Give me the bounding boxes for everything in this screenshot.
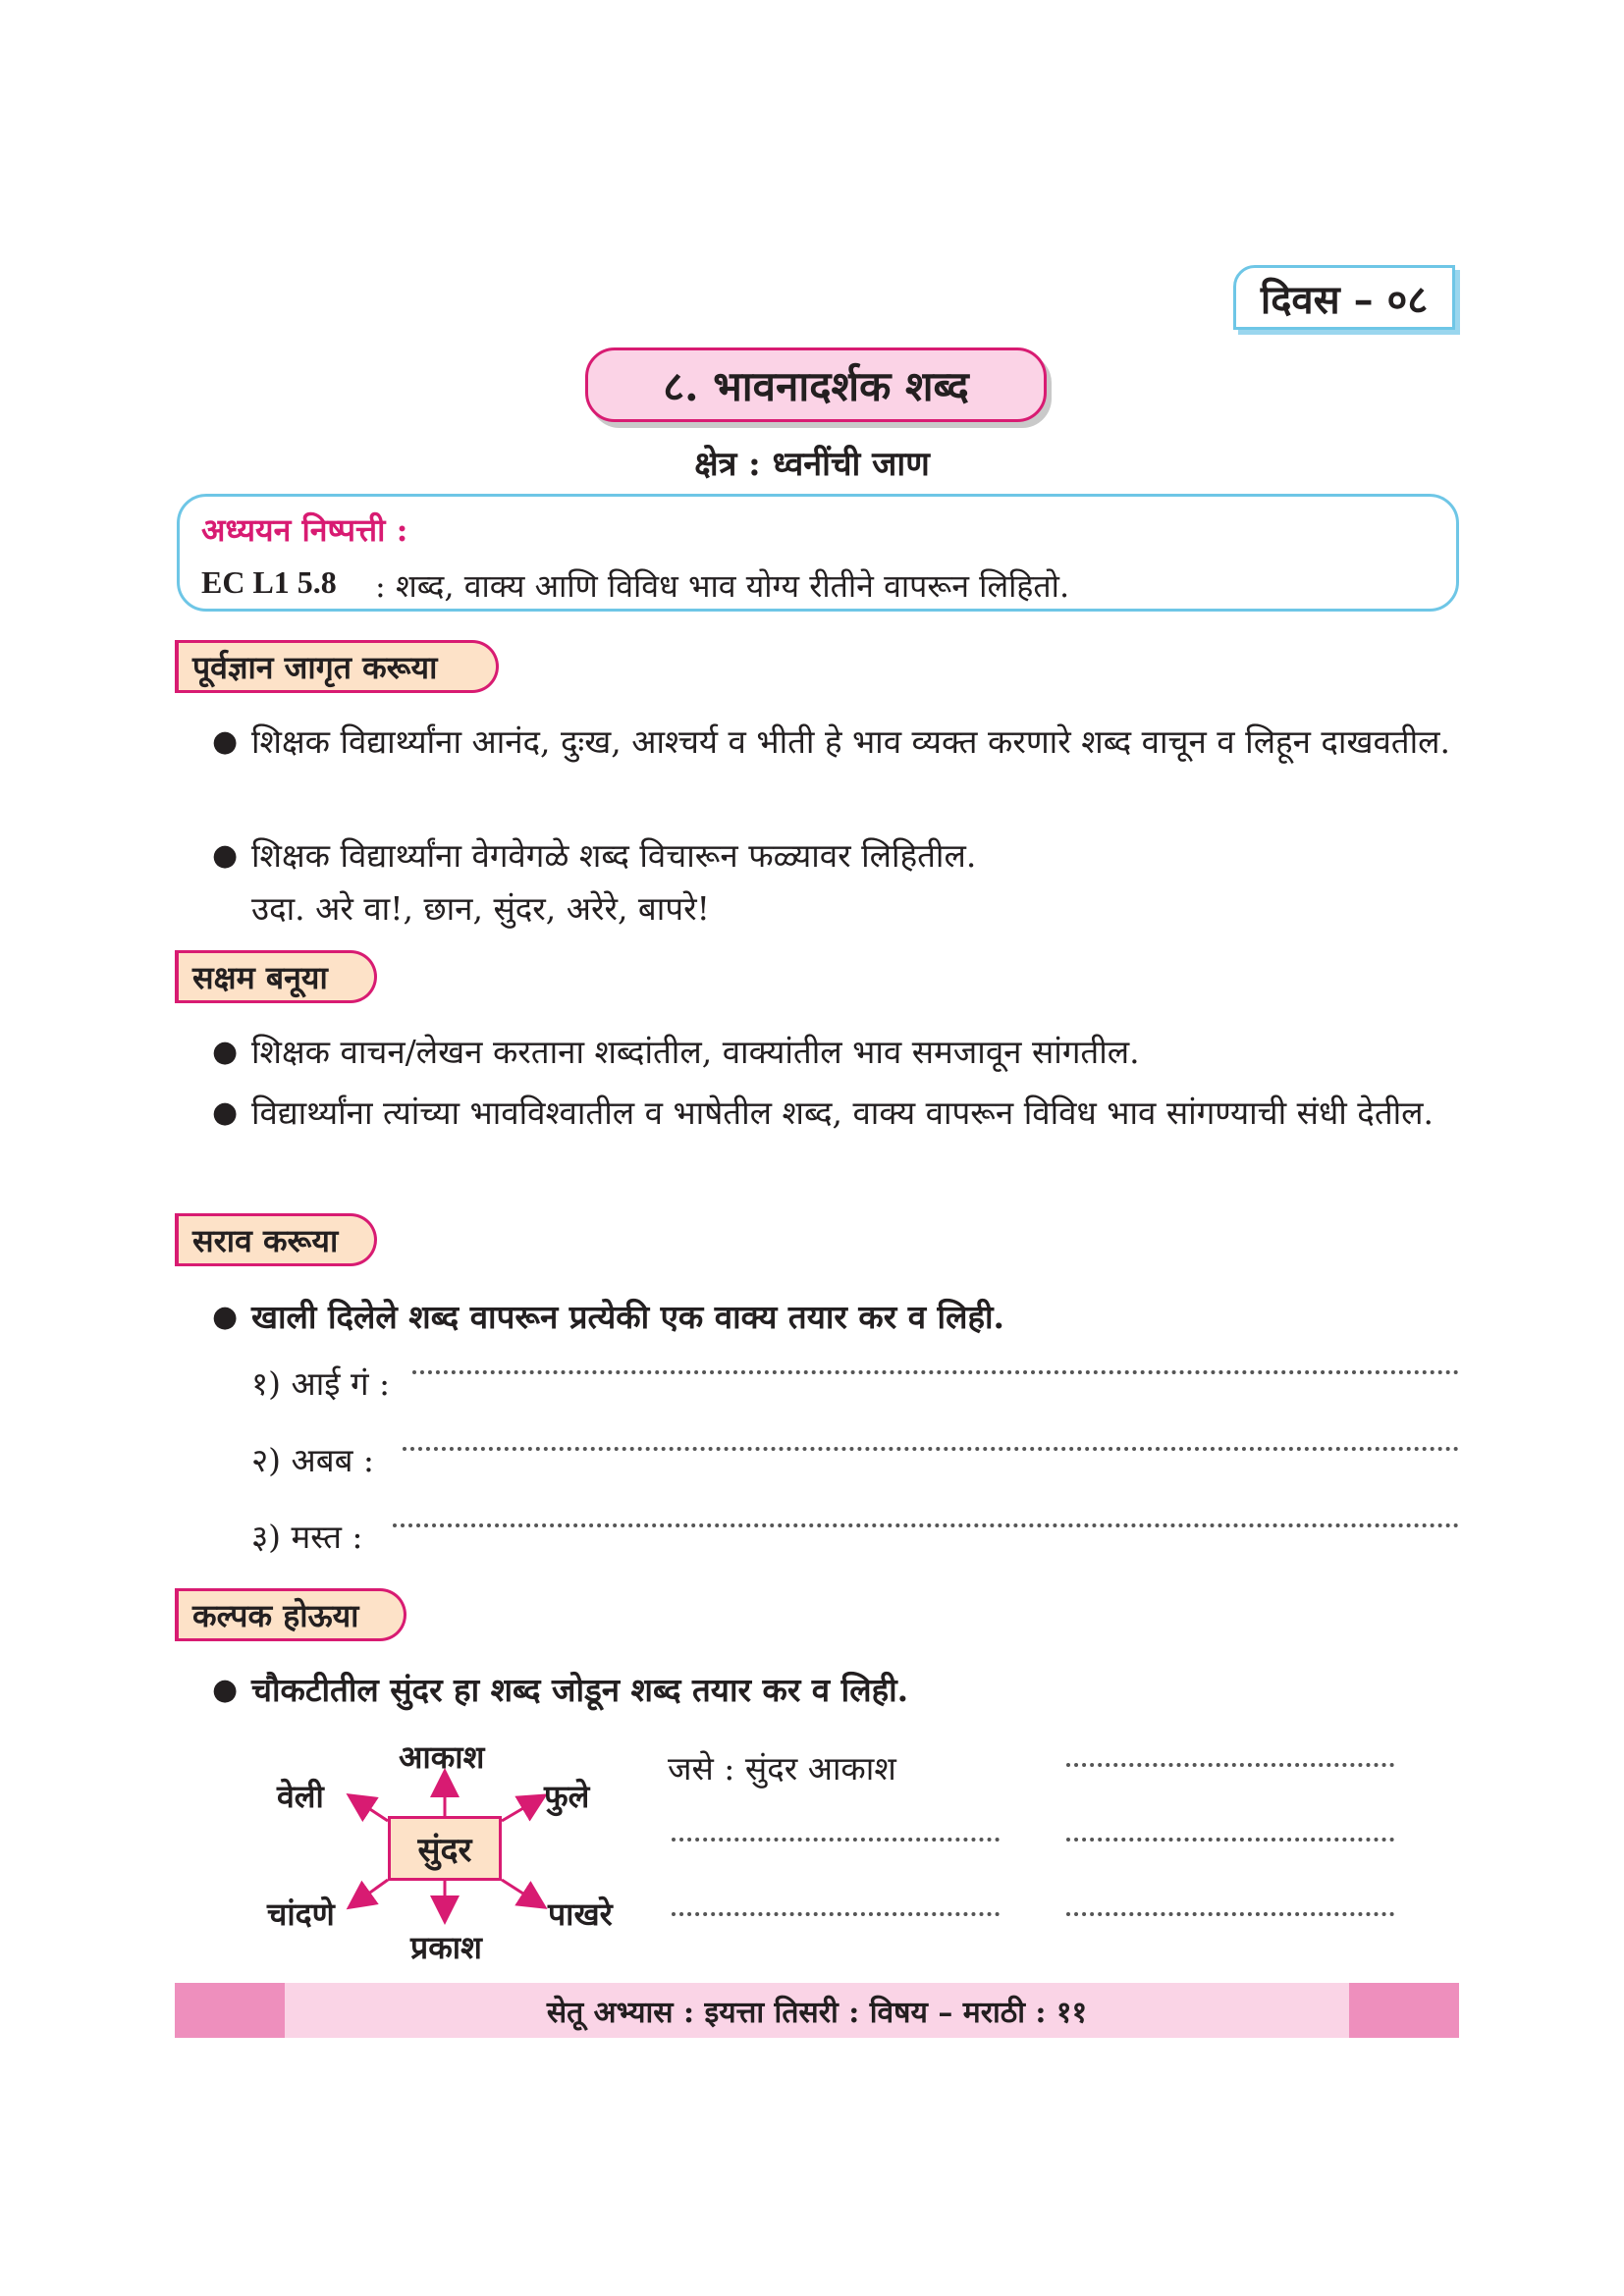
bullet-text: शिक्षक विद्यार्थ्यांना आनंद, दुःख, आश्चर्य व भीती हे भाव व्यक्त करणारे शब्द वाचून व लिहून दाखवतील. [251, 722, 1451, 761]
answer-line-3[interactable] [393, 1523, 1459, 1527]
creative-instruction: चौकटीतील सुंदर हा शब्द जोडून शब्द तयार कर व लिही. [251, 1671, 909, 1709]
word-bottom-right: पाखरे [548, 1896, 613, 1933]
bullet-text: विद्यार्थ्यांना त्यांच्या भावविश्वातील व भाषेतील शब्द, वाक्य वापरून विविध भाव सांगण्याची संधी देतील. [251, 1094, 1435, 1132]
arrow-top-right [502, 1798, 540, 1821]
creative-example: जसे : सुंदर आकाश [668, 1749, 896, 1788]
answer-blank-5[interactable] [1066, 1912, 1394, 1916]
practice-item-3: ३) मस्त : [251, 1518, 363, 1556]
practice-instruction: खाली दिलेले शब्द वापरून प्रत्येकी एक वाक्य तयार कर व लिही. [251, 1298, 1005, 1336]
list-item [212, 1665, 1459, 1716]
list-item [212, 1027, 1459, 1078]
answer-blank-2[interactable] [672, 1838, 1000, 1842]
section-tag-capable: सक्षम बनूया [175, 950, 377, 1003]
practice-item-2: २) अबब : [251, 1441, 375, 1479]
field-heading: क्षेत्र : ध्वनींची जाण [694, 445, 930, 484]
answer-line-2[interactable] [403, 1447, 1459, 1451]
list-item [212, 830, 1459, 881]
bullet-icon: ● [212, 1300, 239, 1334]
bullet-icon: ● [212, 838, 239, 873]
word-top-left: वेली [277, 1778, 324, 1815]
answer-blank-3[interactable] [1066, 1838, 1394, 1842]
section-tag-prior-knowledge: पूर्वज्ञान जागृत करूया [175, 640, 499, 693]
bullet-text: शिक्षक विद्यार्थ्यांना वेगवेगळे शब्द विचारून फळ्यावर लिहितील. [251, 836, 977, 875]
arrow-top-left [353, 1798, 388, 1821]
answer-blank-4[interactable] [672, 1912, 1000, 1916]
word-top-right: फुले [544, 1778, 590, 1815]
word-bottom-left: चांदणे [267, 1896, 335, 1933]
answer-blank-1[interactable] [1066, 1763, 1394, 1767]
arrow-bottom-left [353, 1880, 388, 1904]
list-item [212, 1292, 1459, 1343]
list-item [212, 1088, 1459, 1190]
section-tag-practice: सराव करूया [175, 1213, 377, 1266]
arrow-bottom-right [502, 1880, 540, 1904]
lesson-title: ८. भावनादर्शक शब्द [585, 347, 1047, 422]
word-top: आकाश [399, 1738, 485, 1776]
list-item [212, 717, 1459, 819]
center-word-box: सुंदर [388, 1816, 502, 1881]
learning-outcome-text: : शब्द, वाक्य आणि विविध भाव योग्य रीतीने वापरून लिहितो. [375, 567, 1070, 605]
example-words: उदा. अरे वा!, छान, सुंदर, अरेरे, बापरे! [251, 889, 710, 928]
word-bottom: प्रकाश [410, 1929, 482, 1966]
bullet-icon: ● [212, 1095, 239, 1130]
bullet-text: शिक्षक वाचन/लेखन करताना शब्दांतील, वाक्यांतील भाव समजावून सांगतील. [251, 1033, 1140, 1071]
learning-outcome-code: EC L1 5.8 [201, 564, 337, 600]
bullet-icon: ● [212, 1035, 239, 1069]
learning-outcome-label: अध्ययन निष्पत्ती : [201, 511, 408, 549]
footer-text: सेतू अभ्यास : इयत्ता तिसरी : विषय – मराठी : ११ [546, 1995, 1088, 2030]
practice-item-1: १) आई गं : [251, 1364, 391, 1403]
bullet-icon: ● [212, 1673, 239, 1707]
bullet-icon: ● [212, 724, 239, 759]
section-tag-creative: कल्पक होऊया [175, 1588, 406, 1641]
answer-line-1[interactable] [412, 1370, 1459, 1374]
day-label: दिवस – ०८ [1233, 265, 1455, 330]
